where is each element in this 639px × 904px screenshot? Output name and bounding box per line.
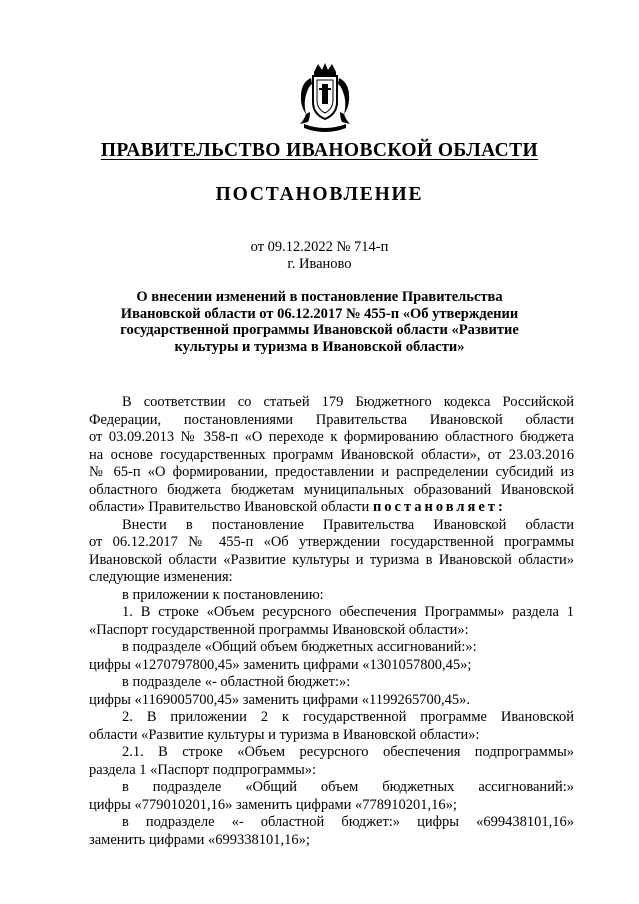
- body-line: «Паспорт государственной программы Ивановской области»:: [89, 621, 469, 638]
- decree-word: постановляет:: [372, 499, 506, 515]
- body-line: раздела 1 «Паспорт подпрограммы»:: [89, 761, 316, 778]
- city: г. Иваново: [287, 256, 352, 272]
- body-line: в приложении к постановлению:: [122, 586, 324, 603]
- body-line: цифры «1169005700,45» заменить цифрами «1199265700,45».: [89, 691, 470, 708]
- body-line: цифры «779010201,16» заменить цифрами «778910201,16»;: [89, 796, 457, 813]
- subject-line: государственной программы Ивановской области «Развитие: [120, 322, 519, 339]
- body-line: в подразделе «- областной бюджет:»:: [122, 674, 351, 690]
- body-line: 2.1. В строке «Объем ресурсного обеспечения подпрограммы»: [122, 744, 574, 760]
- body-line: в подразделе «Общий объем бюджетных ассигнований:»: [122, 779, 574, 795]
- body-text: области» Правительство Ивановской области: [89, 499, 370, 515]
- body-line: следующие изменения:: [89, 569, 233, 585]
- body-line: Внести в постановление Правительства Ивановской области: [122, 516, 574, 533]
- subject-line: О внесении изменений в постановление Правительства: [136, 289, 503, 305]
- body-line: 1. В строке «Объем ресурсного обеспечения Программы» раздела 1: [122, 604, 574, 620]
- government-title: ПРАВИТЕЛЬСТВО ИВАНОВСКОЙ ОБЛАСТИ: [100, 140, 539, 161]
- body-line: от 03.09.2013 № 358-п «О переходе к формированию областного бюджета: [89, 429, 574, 445]
- body-line: в подразделе «- областной бюджет:» цифры «699438101,16»: [122, 814, 574, 830]
- body-line: Ивановской области «Развитие культуры и туризма в Ивановской области»: [89, 551, 574, 568]
- document-type: ПОСТАНОВЛЕНИЕ: [215, 184, 424, 205]
- body-line: № 65-п «О формировании, предоставлении и распределении субсидий из: [89, 464, 574, 480]
- body-line: [89, 499, 574, 516]
- body-line: областного бюджета бюджетам муниципальных образований Ивановской: [89, 481, 574, 498]
- subject-line: культуры и туризма в Ивановской области»: [174, 338, 465, 355]
- subject-line: Ивановской области от 06.12.2017 № 455-п «Об утверждении: [120, 305, 519, 322]
- body-line: области «Развитие культуры и туризма в Ивановской области»:: [89, 726, 480, 743]
- coat-of-arms-emblem: [298, 62, 352, 132]
- body-line: цифры «1270797800,45» заменить цифрами «1301057800,45»;: [89, 656, 472, 673]
- body-line: 2. В приложении 2 к государственной программе Ивановской: [122, 709, 574, 725]
- body-line: от 06.12.2017 № 455-п «Об утверждении государственной программы: [89, 534, 574, 550]
- body-line: в подразделе «Общий объем бюджетных ассигнований:»:: [122, 639, 477, 655]
- body-line: на основе государственных программ Ивановской области», от 23.03.2016: [89, 446, 574, 463]
- body-line: Федерации, постановлениями Правительства Ивановской области: [89, 411, 574, 428]
- body-line: В соответствии со статьей 179 Бюджетного кодекса Российской: [122, 394, 574, 410]
- document-subject: [0, 289, 639, 355]
- date-number: от 09.12.2022 № 714-п: [250, 239, 389, 255]
- body-line: заменить цифрами «699338101,16»;: [89, 831, 310, 848]
